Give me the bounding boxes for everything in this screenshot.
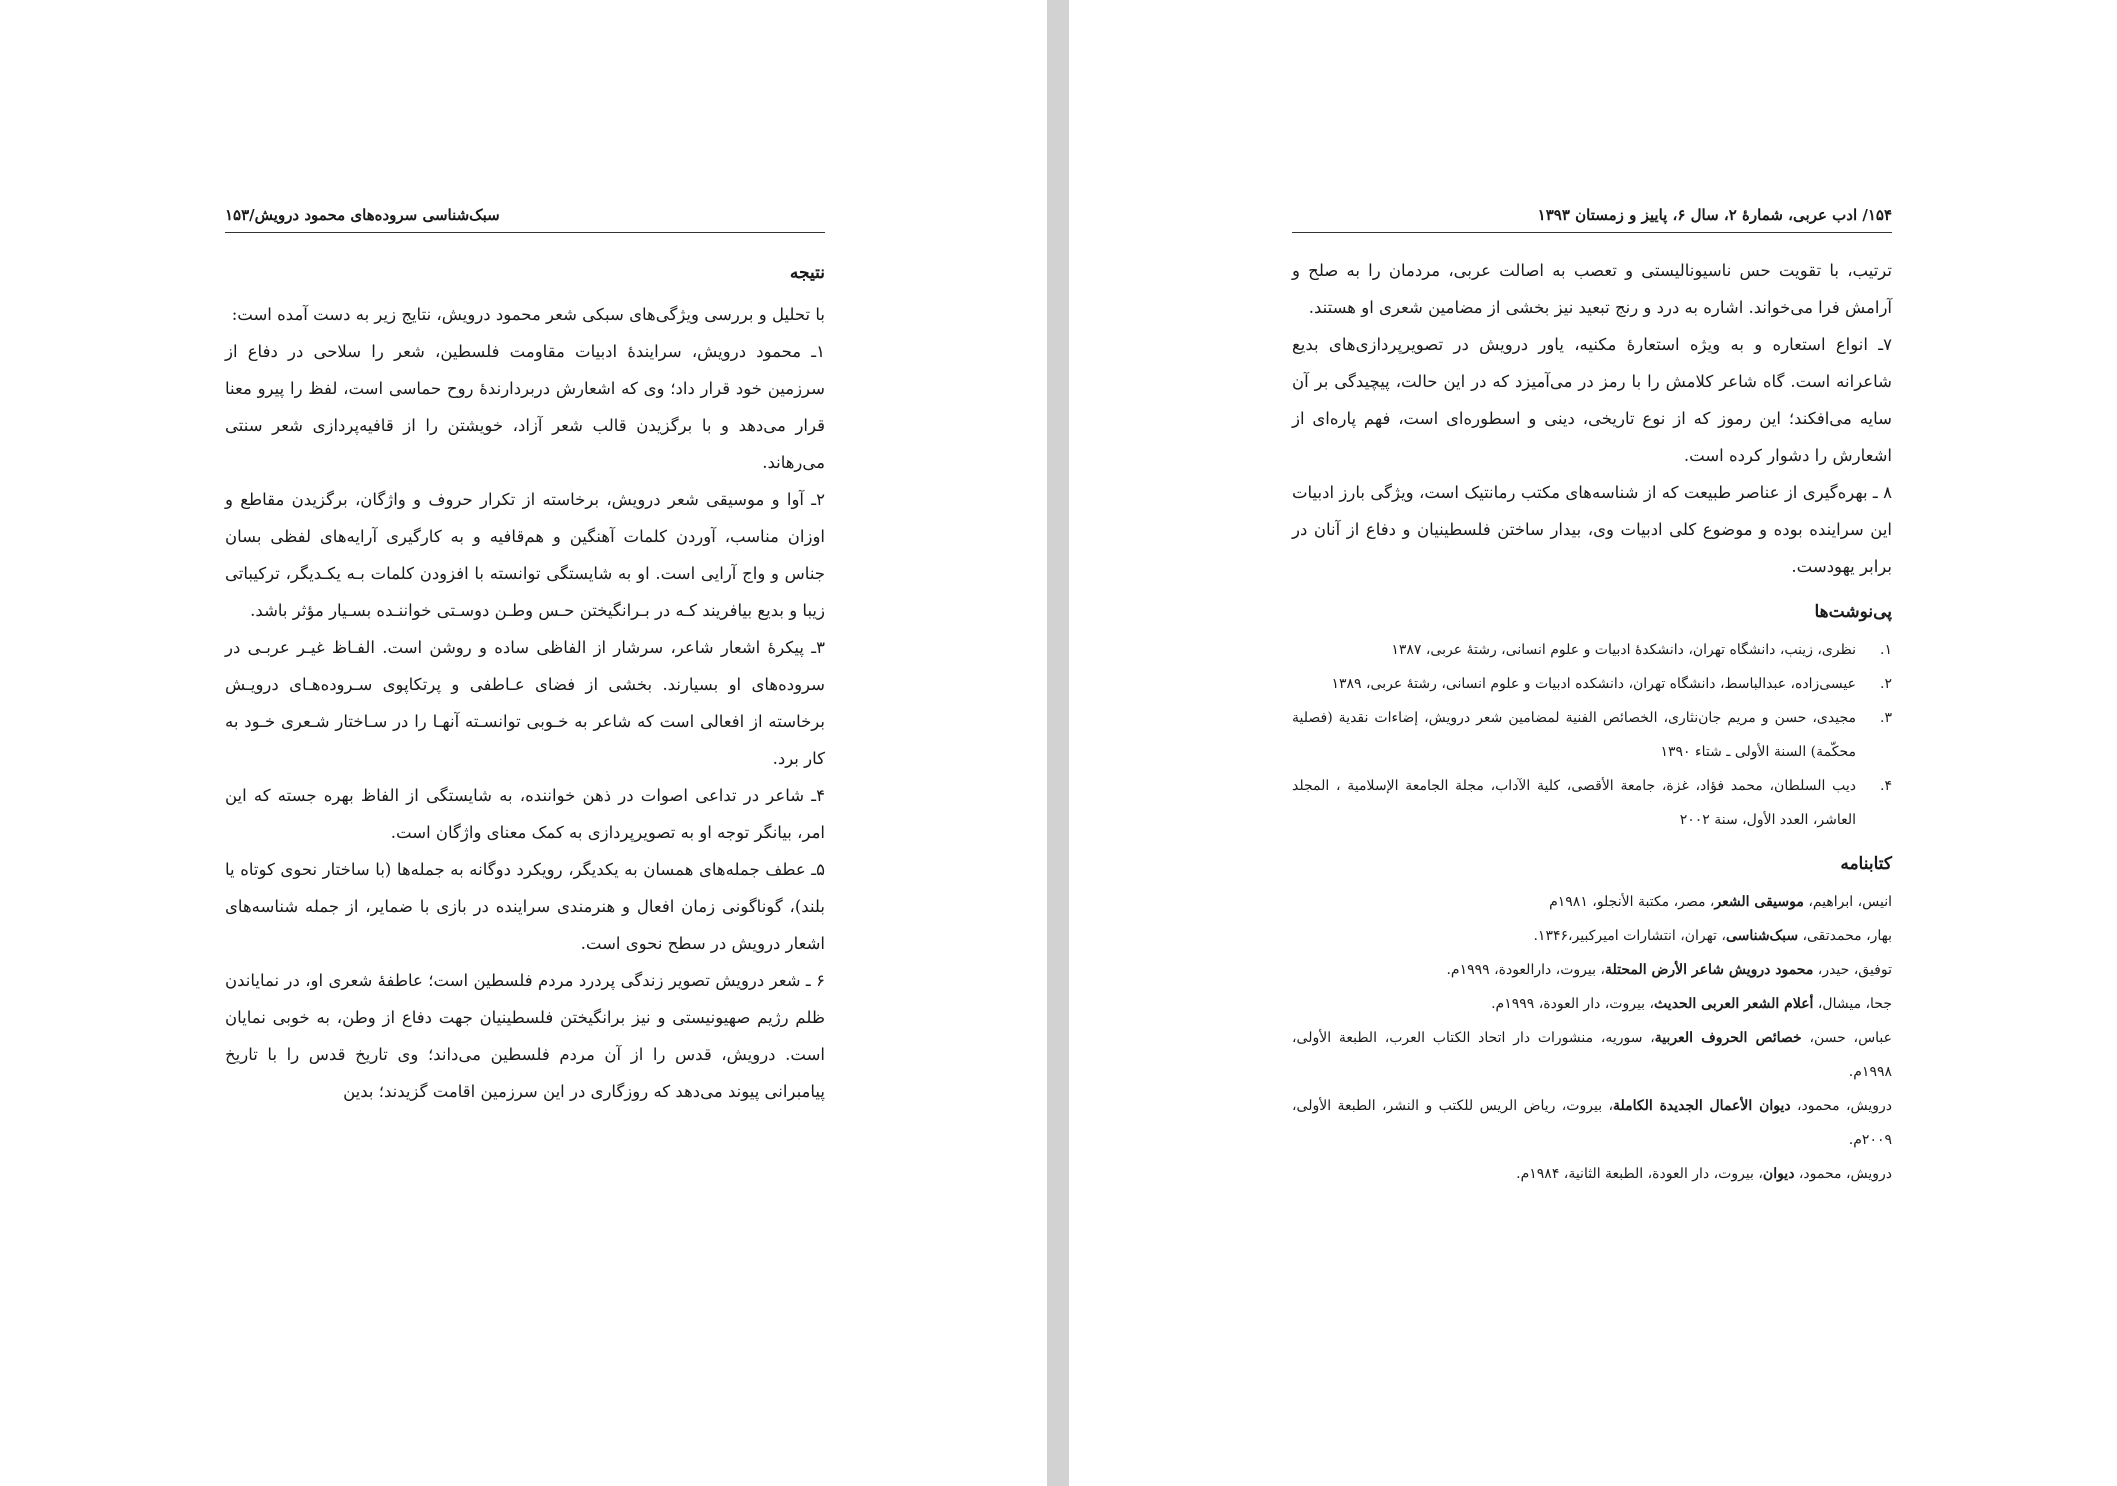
bib-author: درویش، محمود،: [1794, 1166, 1892, 1182]
page-154: [1069, 0, 2117, 1486]
bib-publication: ، بیروت، دار العودة، الطبعة الثانیة، ۱۹۸۴م.: [1516, 1166, 1763, 1182]
bib-title: سبک‌شناسی: [1725, 928, 1799, 944]
paragraph: ترتیب، با تقویت حس ناسیونالیستی و تعصب به اصالت عربی، مردمان را به صلح و آرامش فرا می‌خواند. اشاره به درد و رنج تبعید نیز بخشی از مضامین شعری او هستند.: [1292, 261, 1892, 317]
footnotes-heading: پی‌نوشت‌ها: [1814, 602, 1892, 622]
bib-publication: ، مصر، مکتبة الأنجلو، ۱۹۸۱م: [1549, 894, 1715, 910]
bib-publication: ، سوریه، منشورات دار اتحاد الکتاب العرب، الطبعة الأولی، ۱۹۹۸م.: [1292, 1030, 1892, 1080]
bibliography-list: [1292, 885, 1892, 1191]
footnote-text: عیسی‌زاده، عبدالباسط، دانشگاه تهران، دانشکده ادبیات و علوم انسانی، رشتهٔ عربی، ۱۳۸۹: [1331, 676, 1856, 692]
header-text: سبک‌شناسی سروده‌های محمود درویش/۱۵۳: [225, 206, 500, 224]
bibliography-entry: [1292, 919, 1892, 953]
footnote-item: [1292, 769, 1892, 837]
bib-title: دیوان الأعمال الجدیدة الکاملة: [1613, 1098, 1791, 1114]
footnote-number: ۱.: [1880, 642, 1892, 658]
bib-publication: ، بیروت، دارالعودة، ۱۹۹۹م.: [1446, 962, 1605, 978]
paragraph: ۸ ـ بهره‌گیری از عناصر طبیعت که از شناسه‌های مکتب رمانتیک است، ویژگی بارز ادبیات این سراینده بوده و موضوع کلی ادبیات وی، بیدار ساختن فلسطینیان و دفاع از آنان در برابر یهودست.: [1292, 483, 1892, 576]
footnote-item: [1292, 633, 1892, 667]
paragraph: ۶ ـ شعر درویش تصویر زندگی پردرد مردم فلسطین است؛ عاطفهٔ شعری او، در نمایاندن ظلم رژیم صهیونیستی و نیز برانگیختن فلسطینیان جهت دفاع از وطن، به خوبی نمایان است. درویش، قدس را از آن مردم فلسطین می‌داند؛ وی تاریخ قدس را با تاریخ پیامبرانی پیوند می‌دهد که روزگاری در این سرزمین اقامت گزیدند؛ بدین: [225, 971, 825, 1101]
footnote-text: نظری، زینب، دانشگاه تهران، دانشکدهٔ ادبیات و علوم انسانی، رشتهٔ عربی، ۱۳۸۷: [1391, 642, 1856, 658]
running-header: [225, 202, 825, 233]
bib-publication: ، تهران، انتشارات امیرکبیر،۱۳۴۶.: [1533, 928, 1726, 944]
bib-author: درویش، محمود،: [1790, 1098, 1892, 1114]
bib-author: توفیق، حیدر،: [1813, 962, 1892, 978]
page-153: [0, 0, 1047, 1486]
bib-title: موسیقی الشعر: [1714, 894, 1804, 910]
bibliography-entry: [1292, 1157, 1892, 1191]
footnotes-list: [1292, 633, 1892, 837]
bibliography-heading: کتابنامه: [1840, 854, 1892, 874]
running-header: [1292, 202, 1892, 233]
bib-publication: ، بیروت، ریاض الریس للکتب و النشر، الطبعة الأولی، ۲۰۰۹م.: [1292, 1098, 1892, 1148]
footnote-text: مجیدی، حسن و مریم جان‌نثاری، الخصائص الفنیة لمضامین شعر درویش، إضاءات نقدیة (فصلیة محکّمة) السنة الأولی ـ شتاء ۱۳۹۰: [1292, 710, 1856, 760]
header-text: ۱۵۴/ ادب عربی، شمارهٔ ۲، سال ۶، پاییز و زمستان ۱۳۹۳: [1537, 206, 1892, 224]
bib-title: دیوان: [1762, 1166, 1795, 1182]
bibliography-entry: [1292, 885, 1892, 919]
bib-publication: ، بیروت، دار العودة، ۱۹۹۹م.: [1491, 996, 1655, 1012]
footnote-number: ۳.: [1880, 710, 1892, 726]
paragraph: ۵ـ عطف جمله‌های همسان به یکدیگر، رویکرد دوگانه به جمله‌ها (با ساختار نحوی کوتاه یا بلند)، گوناگونی زمان افعال و هنرمندی سراینده در بازی با ضمایر، از جمله شناسه‌های اشعار درویش در سطح نحوی است.: [225, 860, 825, 953]
bibliography-entry: [1292, 1089, 1892, 1157]
footnote-item: [1292, 667, 1892, 701]
bib-author: انیس، ابراهیم،: [1803, 894, 1892, 910]
paragraph: ۷ـ انواع استعاره و به ویژه استعارهٔ مکنیه، یاور درویش در تصویرپردازی‌های بدیع شاعرانه است. گاه شاعر کلامش را با رمز در می‌آمیزد که در این حالت، پیچیدگی بر آن سایه می‌افکند؛ این رموز که از نوع تاریخی، دینی و اسطوره‌ای است، فهم پاره‌ای از اشعارش را دشوار کرده است.: [1292, 335, 1892, 465]
bib-title: خصائص الحروف العربیة: [1654, 1030, 1802, 1046]
body-text: [225, 256, 825, 1110]
bibliography-entry: [1292, 953, 1892, 987]
paragraph: ۳ـ پیکرهٔ اشعار شاعر، سرشار از الفاظی ساده و روشن است. الفـاظ غیـر عربـی در سروده‌های او بسیارند. بخشی از فضای عـاطفی و پرتکاپوی سـروده‌هـای درویـش برخاسته از افعالی است که شاعر به خـوبی توانسـته آنهـا را در سـاختار شـعری خـود به کار برد.: [225, 638, 825, 768]
bibliography-entry: [1292, 987, 1892, 1021]
bibliography-entry: [1292, 1021, 1892, 1089]
section-heading: نتیجه: [789, 263, 825, 283]
footnote-number: ۴.: [1880, 778, 1892, 794]
footnote-text: دیب السلطان، محمد فؤاد، غزة، جامعة الأقصی، کلیة الآداب، مجلة الجامعة الإسلامیة ، المجلد العاشر، العدد الأول، سنة ۲۰۰۲: [1292, 778, 1856, 828]
bib-author: جحا، میشال،: [1813, 996, 1892, 1012]
footnote-item: [1292, 701, 1892, 769]
bib-title: محمود درویش شاعر الأرض المحتلة: [1604, 962, 1814, 978]
paragraph: با تحلیل و بررسی ویژگی‌های سبکی شعر محمود درویش، نتایج زیر به دست آمده است:: [231, 305, 825, 324]
footnote-number: ۲.: [1880, 676, 1892, 692]
paragraph: ۴ـ شاعر در تداعی اصوات در ذهن خواننده، به شایستگی از الفاظ بهره جسته که این امر، بیانگر توجه او به تصویرپردازی به کمک معنای واژگان است.: [225, 786, 825, 842]
bib-author: عباس، حسن،: [1801, 1030, 1892, 1046]
bib-title: أعلام الشعر العربی الحدیث: [1654, 996, 1814, 1012]
page-gutter: [1047, 0, 1069, 1486]
body-text: [1292, 252, 1892, 1191]
bib-author: بهار، محمدتقی،: [1798, 928, 1892, 944]
paragraph: ۱ـ محمود درویش، سرایندهٔ ادبیات مقاومت فلسطین، شعر را سلاحی در دفاع از سرزمین خود قرار داد؛ وی که اشعارش دربردارندهٔ روح حماسی است، لفظ را پیرو معنا قرار می‌دهد و با برگزیدن قالب شعر آزاد، خویشتن را از قافیه‌پردازی شعر سنتی می‌رهاند.: [225, 342, 825, 472]
paragraph: ۲ـ آوا و موسیقی شعر درویش، برخاسته از تکرار حروف و واژگان، برگزیدن مقاطع و اوزان مناسب، آوردن کلمات آهنگین و هم‌قافیه و به کارگیری آرایه‌های لفظی بسان جناس و واج آرایی است. او به شایستگی توانسته با افزودن کلمات بـه یکـدیگر، ترکیباتی زیبا و بدیع بیافریند کـه در بـرانگیختن حـس وطـن دوسـتی خواننـده بسـیار مؤثر باشد.: [225, 490, 825, 620]
